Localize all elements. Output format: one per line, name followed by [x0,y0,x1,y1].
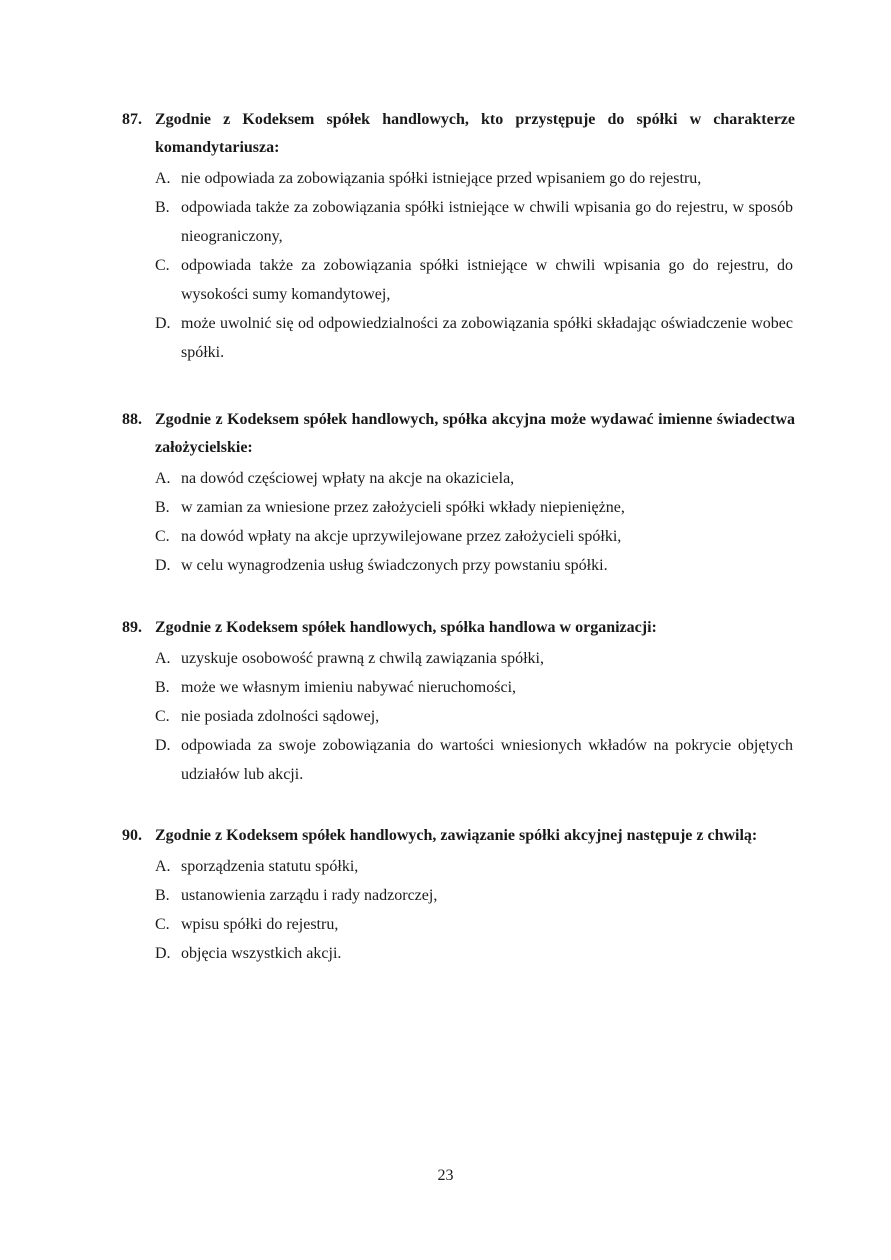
answer-option-a [0,164,793,193]
option-letter: B. [155,887,170,904]
question-87 [0,106,891,367]
question-number: 87. [122,111,142,128]
option-text: w zamian za wniesione przez założycieli spółki wkłady niepieniężne, [181,499,625,516]
option-text: może uwolnić się od odpowiedzialności za zobowiązania spółki składając oświadczenie wobec spółki. [181,315,793,361]
option-letter: D. [155,737,171,754]
answer-option-b [0,193,793,251]
option-letter: D. [155,557,171,574]
option-text: odpowiada także za zobowiązania spółki istniejące w chwili wpisania go do rejestru, w sposób nieograniczony, [181,199,793,245]
option-text: na dowód częściowej wpłaty na akcje na okaziciela, [181,470,515,487]
question-text: Zgodnie z Kodeksem spółek handlowych, zawiązanie spółki akcyjnej następuje z chwilą: [155,827,758,844]
option-letter: A. [155,170,171,187]
option-text: wpisu spółki do rejestru, [181,916,339,933]
option-letter: B. [155,499,170,516]
question-89 [0,614,891,789]
answer-option-d [0,939,793,968]
answer-option-d [0,309,793,367]
question-heading [0,106,795,162]
answer-option-c [0,522,793,551]
option-letter: A. [155,858,171,875]
answer-options [0,164,891,367]
option-letter: D. [155,315,171,332]
answer-option-d [0,551,793,580]
option-text: sporządzenia statutu spółki, [181,858,359,875]
answer-option-c [0,910,793,939]
question-number: 89. [122,619,142,636]
question-88 [0,406,891,580]
option-text: może we własnym imieniu nabywać nieruchomości, [181,679,517,696]
answer-option-c [0,251,793,309]
answer-option-a [0,852,793,881]
question-text: Zgodnie z Kodeksem spółek handlowych, spółka handlowa w organizacji: [155,619,657,636]
answer-option-b [0,493,793,522]
question-text: Zgodnie z Kodeksem spółek handlowych, spółka akcyjna może wydawać imienne świadectwa założycielskie: [155,411,795,456]
option-letter: A. [155,650,171,667]
answer-option-a [0,464,793,493]
answer-options [0,464,891,580]
question-90 [0,822,891,968]
answer-option-a [0,644,793,673]
option-letter: C. [155,257,170,274]
answer-option-d [0,731,793,789]
answer-options [0,852,891,968]
answer-option-b [0,881,793,910]
question-number: 88. [122,411,142,428]
page-number: 23 [437,1167,454,1184]
option-text: uzyskuje osobowość prawną z chwilą zawiązania spółki, [181,650,544,667]
option-letter: C. [155,916,170,933]
option-letter: B. [155,679,170,696]
option-text: nie odpowiada za zobowiązania spółki istniejące przed wpisaniem go do rejestru, [181,170,702,187]
option-letter: C. [155,528,170,545]
answer-option-b [0,673,793,702]
answer-option-c [0,702,793,731]
option-text: na dowód wpłaty na akcje uprzywilejowane przez założycieli spółki, [181,528,622,545]
question-heading [0,614,795,642]
option-text: odpowiada za swoje zobowiązania do wartości wniesionych wkładów na pokrycie objętych udziałów lub akcji. [181,737,793,783]
question-heading [0,406,795,462]
option-text: nie posiada zdolności sądowej, [181,708,380,725]
answer-options [0,644,891,789]
option-text: ustanowienia zarządu i rady nadzorczej, [181,887,438,904]
option-text: objęcia wszystkich akcji. [181,945,342,962]
option-letter: C. [155,708,170,725]
option-letter: D. [155,945,171,962]
question-text: Zgodnie z Kodeksem spółek handlowych, kto przystępuje do spółki w charakterze komandytariusza: [155,111,795,156]
option-text: odpowiada także za zobowiązania spółki istniejące w chwili wpisania go do rejestru, do wysokości sumy komandytowej, [181,257,793,303]
question-number: 90. [122,827,142,844]
option-letter: A. [155,470,171,487]
option-text: w celu wynagrodzenia usług świadczonych przy powstaniu spółki. [181,557,608,574]
question-heading [0,822,795,850]
option-letter: B. [155,199,170,216]
